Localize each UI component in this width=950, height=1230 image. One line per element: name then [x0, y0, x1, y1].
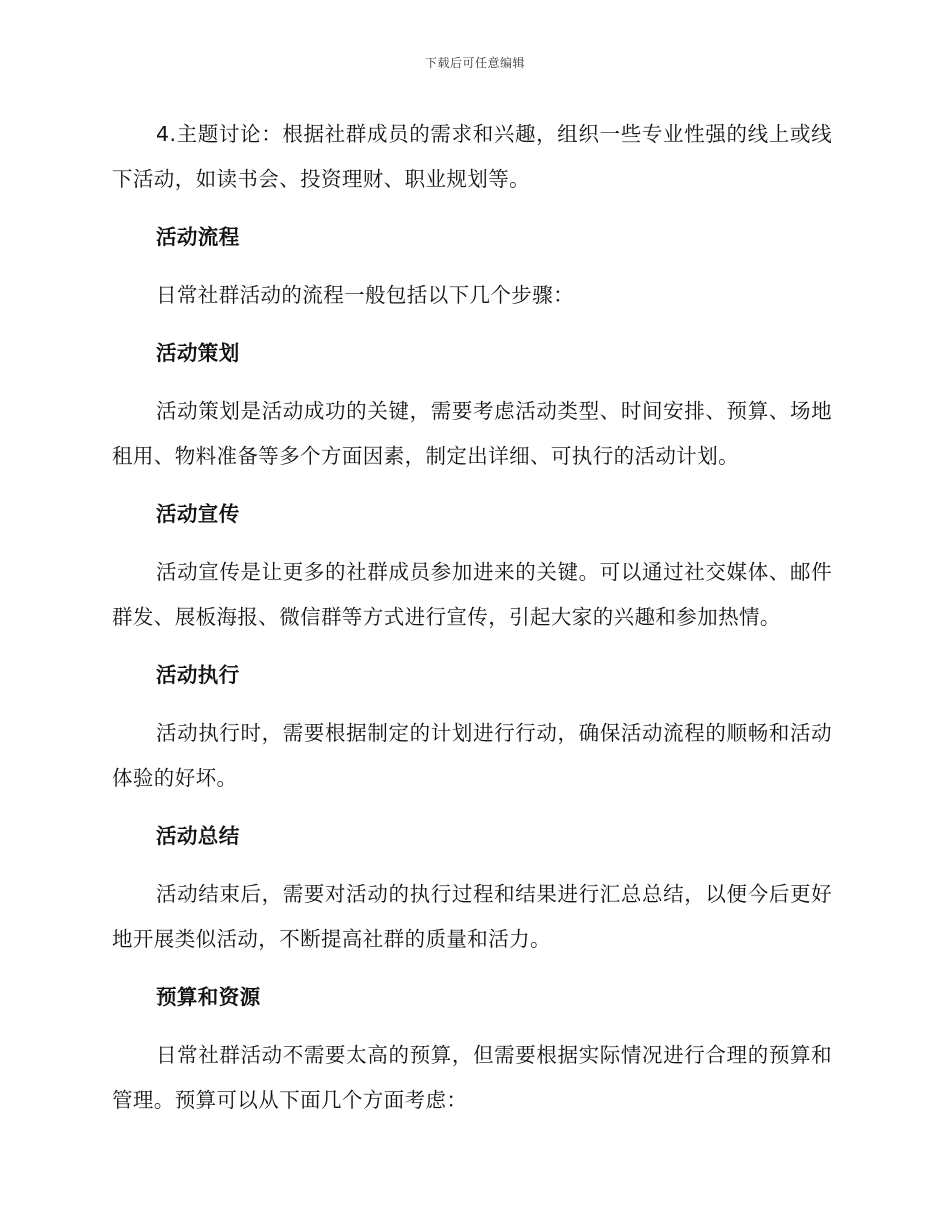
- heading-activity-execution: 活动执行: [156, 663, 240, 687]
- paragraph-activity-promotion: 活动宣传是让更多的社群成员参加进来的关键。可以通过社交媒体、邮件群发、展板海报、微信群等方式进行宣传，引起大家的兴趣和参加热情。: [112, 560, 832, 629]
- paragraph-activity-execution: 活动执行时，需要根据制定的计划进行行动，确保活动流程的顺畅和活动体验的好坏。: [112, 721, 832, 790]
- heading-activity-planning: 活动策划: [156, 341, 240, 365]
- heading-budget-resources: 预算和资源: [156, 985, 261, 1009]
- paragraph-budget-resources: 日常社群活动不需要太高的预算，但需要根据实际情况进行合理的预算和管理。预算可以从下面几个方面考虑：: [112, 1043, 832, 1112]
- paragraph-activity-planning: 活动策划是活动成功的关键，需要考虑活动类型、时间安排、预算、场地租用、物料准备等多个方面因素，制定出详细、可执行的活动计划。: [112, 399, 832, 468]
- paragraph-flow-intro: 日常社群活动的流程一般包括以下几个步骤：: [156, 283, 574, 307]
- heading-activity-flow: 活动流程: [156, 225, 240, 249]
- page-header: 下载后可任意编辑: [424, 56, 525, 70]
- heading-activity-promotion: 活动宣传: [156, 502, 240, 526]
- document-body: [112, 112, 832, 1123]
- paragraph-topic-discussion: 4.主题讨论：根据社群成员的需求和兴趣，组织一些专业性强的线上或线下活动，如读书会、投资理财、职业规划等。: [112, 122, 832, 191]
- paragraph-activity-summary: 活动结束后，需要对活动的执行过程和结果进行汇总总结，以便今后更好地开展类似活动，不断提高社群的质量和活力。: [112, 882, 832, 951]
- heading-activity-summary: 活动总结: [156, 824, 240, 848]
